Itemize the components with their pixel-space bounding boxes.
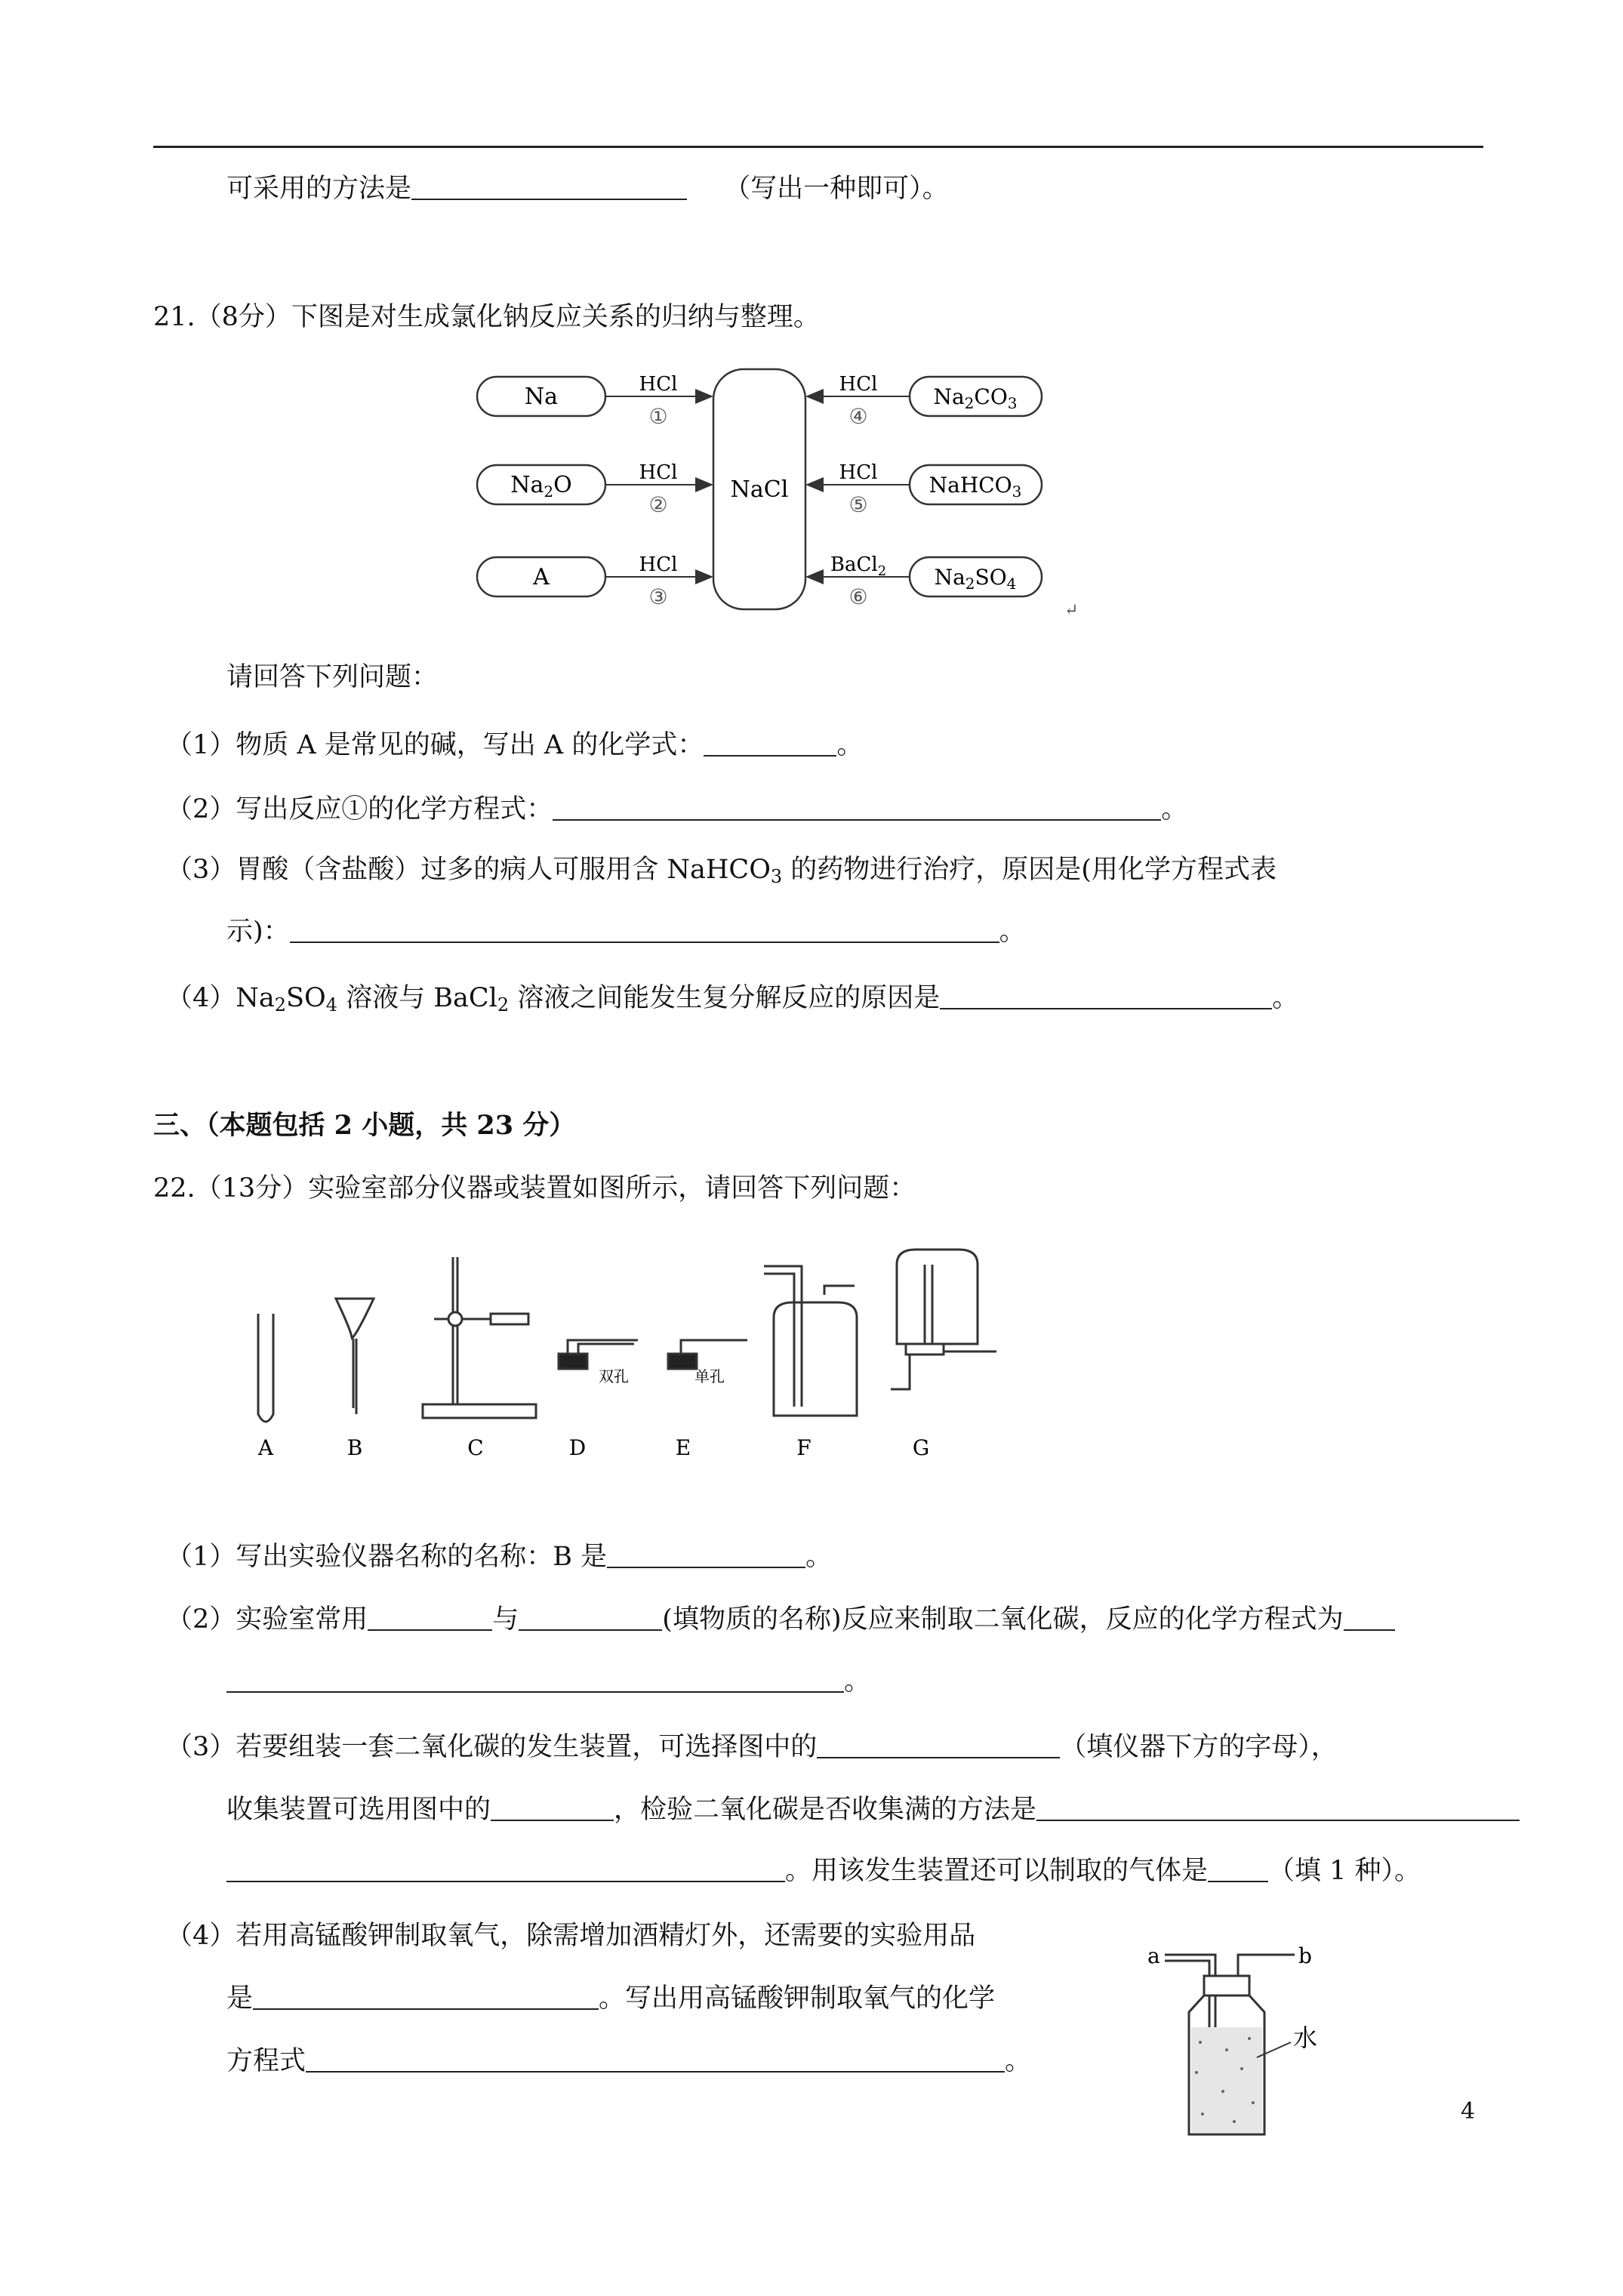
- q21-part-1: （1）物质 A 是常见的碱，写出 A 的化学式： 。: [166, 730, 864, 760]
- single-hole-stopper-icon: [668, 1340, 747, 1369]
- answer-blank[interactable]: [253, 1983, 599, 2010]
- apparatus-label-e: E: [675, 1435, 691, 1460]
- reaction-num-3: ③: [648, 584, 668, 609]
- answer-blank[interactable]: [940, 982, 1272, 1009]
- left-label-3: A: [533, 564, 550, 590]
- reaction-num-2: ②: [648, 492, 668, 517]
- center-label: NaCl: [730, 476, 789, 503]
- left-label-2: $Na_2O$: [510, 472, 572, 501]
- answer-blank[interactable]: [704, 729, 836, 757]
- answer-blank[interactable]: [290, 916, 999, 943]
- single-hole-note: 单孔: [694, 1367, 725, 1385]
- q22-part-1: （1）写出实验仪器名称的名称：B 是 。: [166, 1542, 833, 1572]
- reagent-2: HCl: [639, 461, 678, 484]
- q21-part-3-cont: 示)： 。: [226, 917, 1026, 947]
- apparatus-label-f: F: [796, 1435, 812, 1460]
- answer-blank[interactable]: [1036, 1794, 1520, 1821]
- q22-part-4-cont: 是 。写出用高锰酸钾制取氧气的化学: [226, 1983, 996, 2014]
- reagent-1: HCl: [639, 373, 678, 396]
- answer-blank[interactable]: [226, 1666, 844, 1693]
- q22-part-4-cont2: 方程式 。: [226, 2046, 1032, 2076]
- page-number: 4: [1461, 2098, 1476, 2125]
- double-hole-note: 双孔: [599, 1367, 629, 1385]
- q22-title: 22.（13分）实验室部分仪器或装置如图所示，请回答下列问题：: [153, 1173, 916, 1203]
- q21-part-3: （3）胃酸（含盐酸）过多的病人可服用含 NaHCO$_3$ 的药物进行治疗，原因是(用化学方程式表: [166, 855, 1277, 887]
- q21-part-2: （2）写出反应①的化学方程式： 。: [166, 794, 1188, 824]
- reaction-num-4: ④: [848, 404, 868, 429]
- answer-blank[interactable]: [817, 1731, 1060, 1758]
- section-3-title: 三、（本题包括 2 小题，共 23 分）: [153, 1110, 576, 1141]
- answer-blank[interactable]: [1208, 1855, 1268, 1882]
- apparatus-label-d: D: [568, 1435, 587, 1460]
- apparatus-label-a: A: [257, 1435, 274, 1460]
- reaction-num-5: ⑤: [848, 492, 868, 517]
- reagent-4: HCl: [839, 373, 878, 396]
- reagent-6: BaCl$_2$: [830, 553, 887, 579]
- gas-collecting-bottle-icon: [764, 1266, 857, 1416]
- iron-stand-icon: [423, 1257, 536, 1418]
- test-tube-icon: [258, 1314, 273, 1422]
- reaction-num-1: ①: [648, 404, 668, 429]
- q22-part-3: （3）若要组装一套二氧化碳的发生装置，可选择图中的 （填仪器下方的字母），: [166, 1732, 1338, 1762]
- q22-part-3-cont: 收集装置可选用图中的 ，检验二氧化碳是否收集满的方法是: [226, 1793, 1520, 1826]
- reaction-num-6: ⑥: [848, 584, 868, 609]
- answer-blank[interactable]: [553, 794, 1161, 821]
- q22-part-2: （2）实验室常用 与 (填物质的名称)反应来制取二氧化碳，反应的化学方程式为: [166, 1603, 1395, 1636]
- apparatus-label-b: B: [346, 1435, 363, 1460]
- right-label-4: $Na_2CO_3$: [933, 384, 1018, 412]
- answer-blank[interactable]: [306, 2045, 1005, 2073]
- right-label-6: $Na_2SO_4$: [934, 565, 1017, 593]
- return-mark: ↵: [1064, 601, 1079, 620]
- q21-part-4: $(4)Na_2SO_4$ 溶液与 BaCl$_2$ 溶液之间能发生复分解反应的原因是 。: [166, 983, 1299, 1015]
- right-label-5: NaHCO$_3$: [929, 473, 1022, 501]
- header-rule: [153, 146, 1483, 148]
- answer-blank[interactable]: [226, 1855, 785, 1882]
- water-bottle-figure: [1144, 1937, 1340, 2143]
- left-label-1: Na: [524, 384, 559, 410]
- double-hole-stopper-icon: [559, 1340, 638, 1369]
- q22-part-4: （4）若用高锰酸钾制取氧气，除需增加酒精灯外，还需要的实验用品: [166, 1921, 976, 1951]
- apparatus-label-c: C: [467, 1435, 484, 1460]
- q22-part-3-cont2: 。用该发生装置还可以制取的气体是 （填 1 种）。: [226, 1854, 1421, 1888]
- water-label: 水: [1293, 2023, 1318, 2052]
- answer-blank[interactable]: [519, 1604, 662, 1631]
- answer-blank[interactable]: [368, 1604, 492, 1631]
- apparatus-label-g: G: [912, 1435, 930, 1460]
- tube-label-b: b: [1298, 1943, 1312, 1968]
- q21-title: 21.（8分）下图是对生成氯化钠反应关系的归纳与整理。: [153, 302, 820, 332]
- answer-blank[interactable]: [491, 1794, 614, 1821]
- inverted-bottle-icon: [891, 1250, 996, 1389]
- reagent-3: HCl: [639, 553, 678, 576]
- answer-blank[interactable]: [1344, 1604, 1395, 1631]
- answer-blank[interactable]: [411, 173, 687, 200]
- funnel-icon: [336, 1299, 374, 1339]
- q22-part-2-cont: 。: [226, 1665, 870, 1698]
- tube-label-a: a: [1147, 1943, 1160, 1968]
- q21-intro: 请回答下列问题：: [226, 662, 439, 692]
- lab-apparatus-figure: [242, 1242, 996, 1472]
- reagent-5: HCl: [839, 461, 878, 484]
- answer-blank[interactable]: [607, 1541, 805, 1568]
- prev-question-line: 可采用的方法是 （写出一种即可）。: [226, 174, 949, 204]
- nacl-reaction-diagram: [468, 366, 1087, 626]
